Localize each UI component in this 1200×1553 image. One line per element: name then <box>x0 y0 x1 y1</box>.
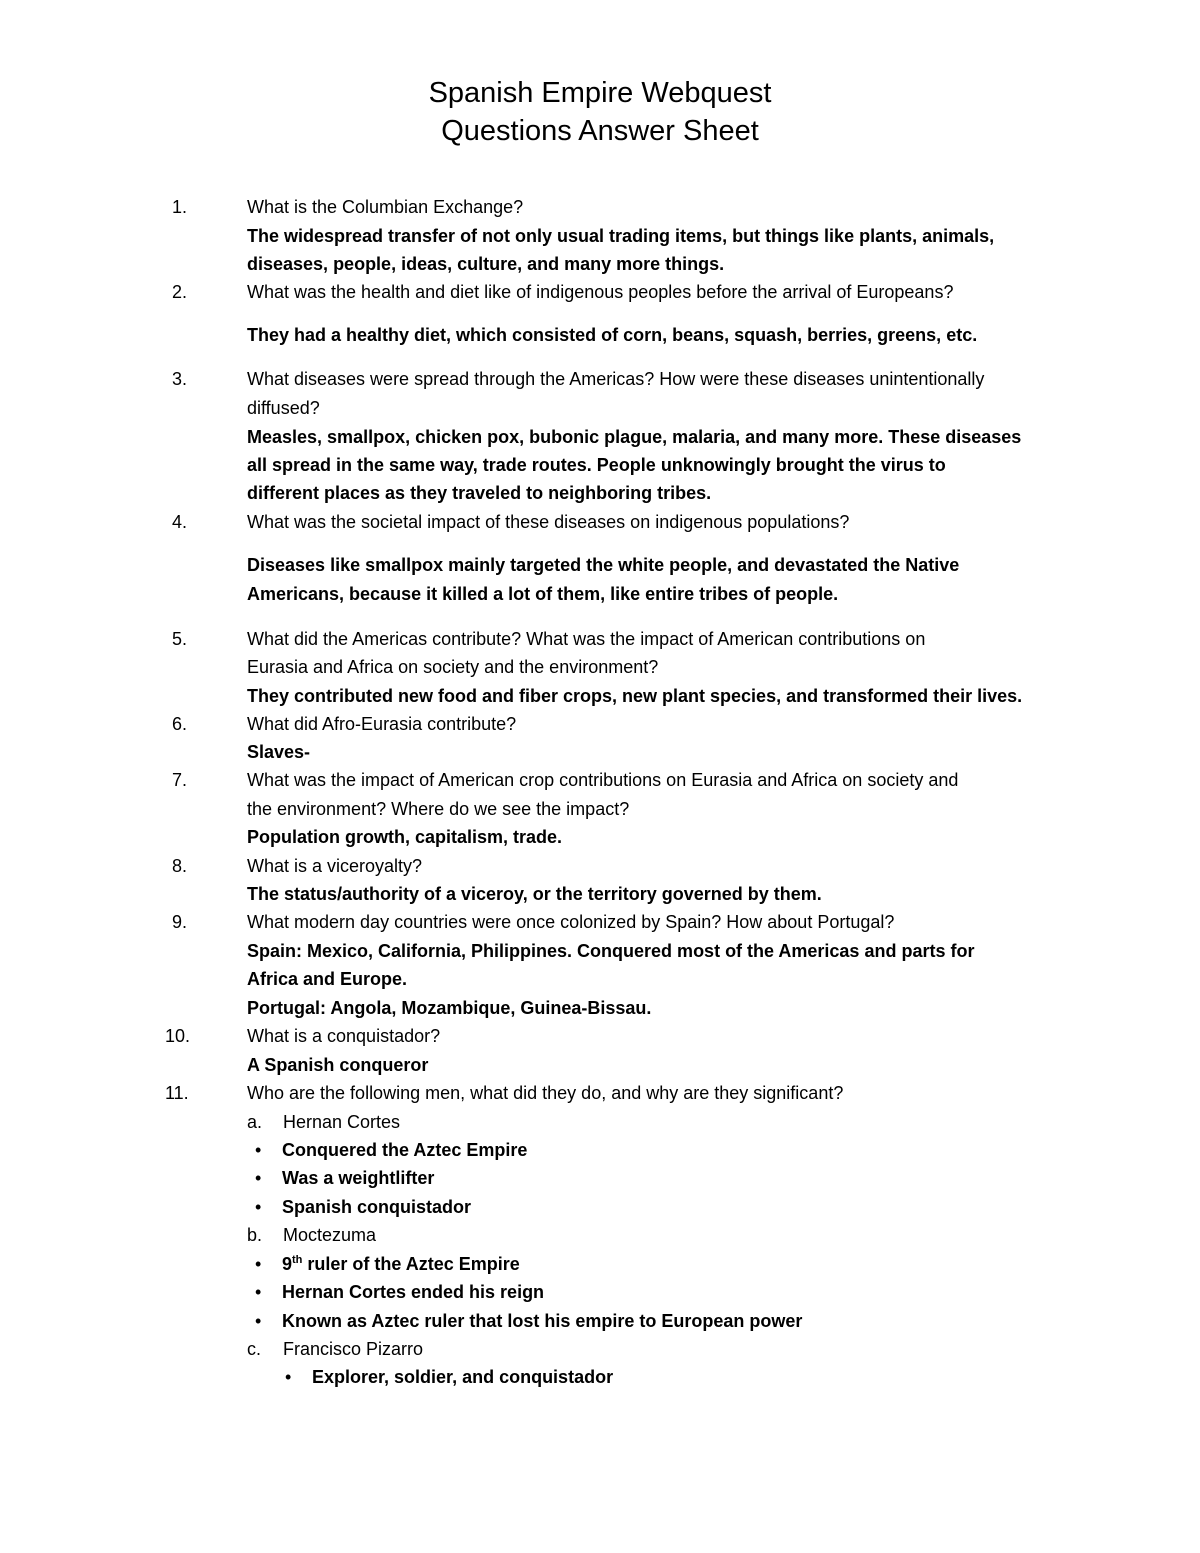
bullet-icon: • <box>255 1197 262 1217</box>
question-number: 8. <box>172 856 188 876</box>
question-text: What was the health and diet like of indigenous peoples before the arrival of Europeans? <box>247 282 954 302</box>
answer-text: Americans, because it killed a lot of them, like entire tribes of people. <box>247 584 839 604</box>
list-item <box>255 1307 802 1335</box>
answer-text: Spain: Mexico, California, Philippines. Conquered most of the Americas and parts for <box>247 941 975 961</box>
bullet-icon: • <box>255 1140 262 1160</box>
person-label: c. <box>247 1339 262 1359</box>
bullet-text: Was a weightlifter <box>282 1168 435 1188</box>
answer-text: all spread in the same way, trade routes. People unknowingly brought the virus to <box>247 455 946 475</box>
question-number: 4. <box>172 512 188 532</box>
list-item <box>285 1363 613 1391</box>
page-subtitle: Questions Answer Sheet <box>441 115 759 147</box>
question-number: 2. <box>172 282 188 302</box>
question-number: 7. <box>172 770 188 790</box>
answer-text: Measles, smallpox, chicken pox, bubonic plague, malaria, and many more. These diseases <box>247 427 1022 447</box>
question-number: 9. <box>172 912 188 932</box>
list-item <box>255 1250 520 1278</box>
ordinal-suffix: th <box>292 1254 303 1266</box>
question-number: 11. <box>165 1083 189 1103</box>
answer-text: diseases, people, ideas, culture, and many more things. <box>247 254 725 274</box>
bullet-text: Conquered the Aztec Empire <box>282 1140 528 1160</box>
bullet-icon: • <box>255 1254 262 1274</box>
answer-text: Portugal: Angola, Mozambique, Guinea-Bissau. <box>247 998 652 1018</box>
answer-text: The status/authority of a viceroy, or the territory governed by them. <box>247 884 822 904</box>
bullet-text: Spanish conquistador <box>282 1197 472 1217</box>
bullet-text: Hernan Cortes ended his reign <box>282 1282 545 1302</box>
person-item <box>247 1221 376 1249</box>
question-text: the environment? Where do we see the impact? <box>247 799 630 819</box>
question-text: What was the societal impact of these diseases on indigenous populations? <box>247 512 850 532</box>
answer-text: Africa and Europe. <box>247 969 408 989</box>
question-text: What did Afro-Eurasia contribute? <box>247 714 517 734</box>
person-name: Francisco Pizarro <box>283 1339 424 1359</box>
question-text: What is the Columbian Exchange? <box>247 197 524 217</box>
question-text: Who are the following men, what did they do, and why are they significant? <box>247 1083 844 1103</box>
answer-text: Diseases like smallpox mainly targeted the white people, and devastated the Native <box>247 555 960 575</box>
question-text: What modern day countries were once colonized by Spain? How about Portugal? <box>247 912 895 932</box>
question-text: What was the impact of American crop contributions on Eurasia and Africa on society and <box>247 770 959 790</box>
person-item <box>247 1108 400 1136</box>
question-text: What did the Americas contribute? What was the impact of American contributions on <box>247 629 926 649</box>
question-text: What is a viceroyalty? <box>247 856 423 876</box>
bullet-text: Explorer, soldier, and conquistador <box>312 1367 614 1387</box>
bullet-icon: • <box>255 1168 262 1188</box>
bullet-icon: • <box>255 1282 262 1302</box>
person-name: Moctezuma <box>283 1225 377 1245</box>
question-number: 5. <box>172 629 188 649</box>
answer-text: A Spanish conqueror <box>247 1055 429 1075</box>
list-item <box>255 1278 544 1306</box>
bullet-text: Known as Aztec ruler that lost his empire to European power <box>282 1311 803 1331</box>
question-text: diffused? <box>247 398 320 418</box>
answer-text: Population growth, capitalism, trade. <box>247 827 563 847</box>
question-number: 6. <box>172 714 188 734</box>
answer-text: They contributed new food and fiber crops, new plant species, and transformed their lives. <box>247 686 1023 706</box>
page-title: Spanish Empire Webquest <box>428 77 772 109</box>
answer-text: Slaves- <box>247 742 311 762</box>
bullet-text: ruler of the Aztec Empire <box>302 1254 520 1274</box>
bullet-icon: • <box>255 1311 262 1331</box>
list-item <box>255 1193 471 1221</box>
person-label: a. <box>247 1112 263 1132</box>
answer-text: The widespread transfer of not only usual trading items, but things like plants, animals, <box>247 226 995 246</box>
person-label: b. <box>247 1225 263 1245</box>
question-number: 3. <box>172 369 188 389</box>
person-name: Hernan Cortes <box>283 1112 401 1132</box>
bullet-icon: • <box>285 1367 292 1387</box>
answer-text: different places as they traveled to neighboring tribes. <box>247 483 712 503</box>
list-item <box>255 1164 434 1192</box>
question-number: 10. <box>165 1026 191 1046</box>
question-text: What diseases were spread through the Americas? How were these diseases unintentionally <box>247 369 985 389</box>
answer-text: They had a healthy diet, which consisted of corn, beans, squash, berries, greens, etc. <box>247 325 978 345</box>
person-item <box>247 1335 423 1363</box>
question-number: 1. <box>172 197 188 217</box>
list-item <box>255 1136 527 1164</box>
question-text: Eurasia and Africa on society and the environment? <box>247 657 659 677</box>
question-text: What is a conquistador? <box>247 1026 441 1046</box>
bullet-text: 9 <box>282 1254 293 1274</box>
